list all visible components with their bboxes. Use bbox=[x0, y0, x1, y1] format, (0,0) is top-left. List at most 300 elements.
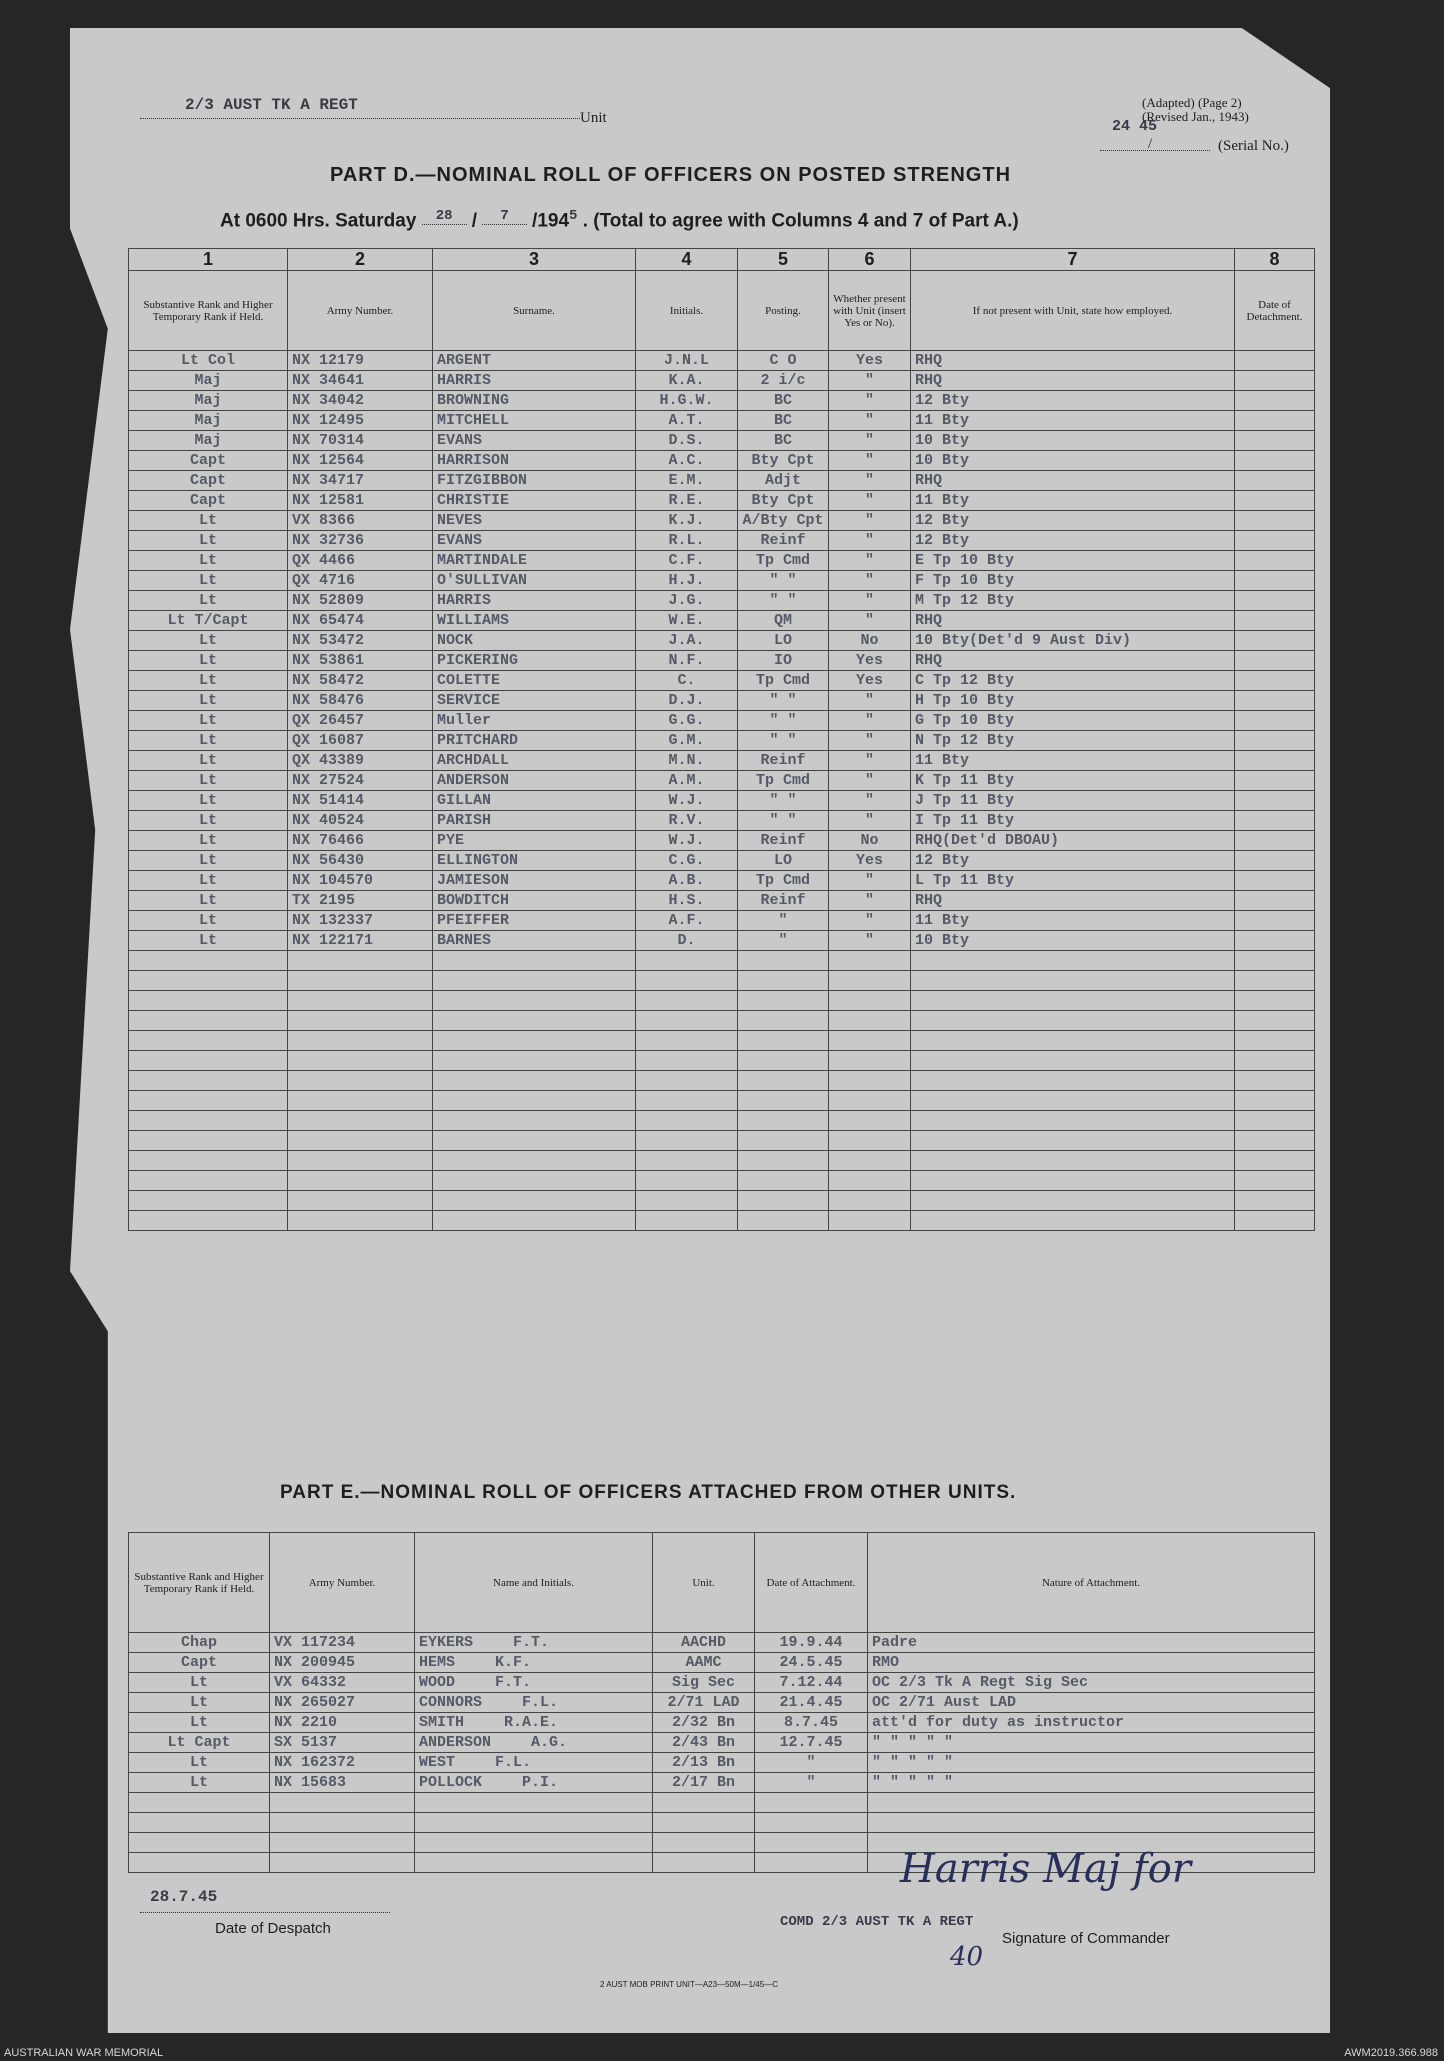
table-cell bbox=[129, 1773, 270, 1793]
table-cell: NX 70314 bbox=[288, 431, 433, 451]
table-cell: " bbox=[829, 731, 911, 751]
table-cell: " bbox=[829, 611, 911, 631]
table-cell: NX 12564 bbox=[288, 451, 433, 471]
cell-text: NX 162372 bbox=[274, 1754, 356, 1771]
table-cell: PFEIFFER bbox=[433, 911, 636, 931]
table-cell: BROWNING bbox=[433, 391, 636, 411]
cell-text: OC 2/71 Aust LAD bbox=[872, 1694, 1017, 1711]
table-cell: R.E. bbox=[636, 491, 738, 511]
table-cell bbox=[738, 1091, 829, 1111]
cell-text: Lt bbox=[189, 1714, 208, 1731]
table-cell: NX 27524 bbox=[288, 771, 433, 791]
col-number: 5 bbox=[738, 249, 829, 271]
table-cell bbox=[1235, 551, 1315, 571]
table-row bbox=[129, 791, 1315, 811]
table-cell bbox=[1235, 571, 1315, 591]
table-cell: QX 4716 bbox=[288, 571, 433, 591]
table-cell: RHQ bbox=[911, 471, 1235, 491]
table-row bbox=[129, 451, 1315, 471]
table-cell: NX 122171 bbox=[288, 931, 433, 951]
table-cell: 10 Bty bbox=[911, 451, 1235, 471]
table-cell: Lt bbox=[129, 891, 288, 911]
cell-text: 2/43 Bn bbox=[671, 1734, 735, 1751]
table-cell: NEVES bbox=[433, 511, 636, 531]
cell-text: AAMC bbox=[685, 1654, 722, 1671]
table-cell bbox=[653, 1793, 755, 1813]
table-cell: WILLIAMS bbox=[433, 611, 636, 631]
cell-text: 2/32 Bn bbox=[671, 1714, 735, 1731]
table-cell: C.F. bbox=[636, 551, 738, 571]
table-cell: Bty Cpt bbox=[738, 491, 829, 511]
table-cell bbox=[829, 1031, 911, 1051]
table-row bbox=[129, 1211, 1315, 1231]
table-cell bbox=[129, 1853, 270, 1873]
table-cell bbox=[1235, 1031, 1315, 1051]
table-cell bbox=[288, 1011, 433, 1031]
table-cell bbox=[415, 1813, 653, 1833]
table-cell: HARRIS bbox=[433, 591, 636, 611]
table-cell bbox=[270, 1673, 415, 1693]
table-cell: TX 2195 bbox=[288, 891, 433, 911]
table-cell: C. bbox=[636, 671, 738, 691]
table-cell bbox=[755, 1653, 868, 1673]
table-cell: " bbox=[829, 471, 911, 491]
table-cell bbox=[288, 1131, 433, 1151]
table-cell: Yes bbox=[829, 351, 911, 371]
table-cell bbox=[755, 1633, 868, 1653]
table-cell: No bbox=[829, 831, 911, 851]
table-cell bbox=[129, 1813, 270, 1833]
cell-text: " " " " " bbox=[872, 1774, 954, 1791]
table-row bbox=[129, 1111, 1315, 1131]
table-cell: 11 Bty bbox=[911, 491, 1235, 511]
table-cell: Lt bbox=[129, 671, 288, 691]
table-cell bbox=[636, 1191, 738, 1211]
table-cell bbox=[1235, 911, 1315, 931]
table-cell: NX 51414 bbox=[288, 791, 433, 811]
table-cell bbox=[270, 1693, 415, 1713]
at-label: At 0600 Hrs. Saturday bbox=[220, 210, 417, 232]
e-header-rank: Substantive Rank and Higher Temporary Rank if Held. bbox=[129, 1533, 270, 1633]
table-cell: 11 Bty bbox=[911, 751, 1235, 771]
table-row bbox=[129, 931, 1315, 951]
table-cell bbox=[868, 1633, 1315, 1653]
table-cell bbox=[129, 1031, 288, 1051]
table-cell: NX 34042 bbox=[288, 391, 433, 411]
table-row bbox=[129, 511, 1315, 531]
table-cell bbox=[738, 1011, 829, 1031]
table-cell bbox=[911, 971, 1235, 991]
table-cell bbox=[911, 1151, 1235, 1171]
table-cell: NX 53861 bbox=[288, 651, 433, 671]
table-row bbox=[129, 1753, 1315, 1773]
table-cell bbox=[415, 1853, 653, 1873]
table-cell bbox=[911, 1051, 1235, 1071]
commander-signature: Harris Maj for bbox=[900, 1846, 1191, 1892]
table-cell: QM bbox=[738, 611, 829, 631]
table-cell bbox=[653, 1653, 755, 1673]
table-cell: K.J. bbox=[636, 511, 738, 531]
form-ref-1: (Adapted) (Page 2) bbox=[1142, 95, 1242, 110]
table-cell: Lt bbox=[129, 731, 288, 751]
cell-text: " " " " " bbox=[872, 1734, 954, 1751]
date-day: 28 bbox=[422, 208, 467, 225]
table-cell: Lt bbox=[129, 751, 288, 771]
serial-sep: / bbox=[1148, 136, 1153, 152]
table-cell bbox=[1235, 791, 1315, 811]
table-cell: " bbox=[829, 911, 911, 931]
table-cell: Lt bbox=[129, 691, 288, 711]
table-cell: J.G. bbox=[636, 591, 738, 611]
table-cell bbox=[288, 1091, 433, 1111]
cell-text: " bbox=[806, 1754, 816, 1771]
table-cell bbox=[829, 1151, 911, 1171]
table-cell: " bbox=[829, 511, 911, 531]
table-cell: FITZGIBBON bbox=[433, 471, 636, 491]
table-cell: Capt bbox=[129, 471, 288, 491]
table-cell: " " bbox=[738, 571, 829, 591]
table-row bbox=[129, 891, 1315, 911]
table-cell bbox=[636, 1031, 738, 1051]
table-cell bbox=[1235, 411, 1315, 431]
table-cell: C Tp 12 Bty bbox=[911, 671, 1235, 691]
despatch-label: Date of Despatch bbox=[215, 1920, 331, 1937]
table-row bbox=[129, 1793, 1315, 1813]
table-cell bbox=[415, 1653, 653, 1673]
table-cell: " bbox=[829, 711, 911, 731]
header-present: Whether present with Unit (insert Yes or No). bbox=[829, 271, 911, 351]
table-cell bbox=[288, 1031, 433, 1051]
table-cell bbox=[829, 1091, 911, 1111]
table-cell bbox=[755, 1693, 868, 1713]
table-cell bbox=[129, 991, 288, 1011]
col-number: 1 bbox=[129, 249, 288, 271]
table-row bbox=[129, 951, 1315, 971]
cell-text: VX 64332 bbox=[274, 1674, 347, 1691]
table-cell: RHQ bbox=[911, 611, 1235, 631]
cell-text: Lt bbox=[189, 1694, 208, 1711]
table-cell bbox=[868, 1693, 1315, 1713]
table-cell bbox=[129, 1673, 270, 1693]
table-cell bbox=[288, 971, 433, 991]
table-row bbox=[129, 851, 1315, 871]
table-cell: ARGENT bbox=[433, 351, 636, 371]
table-cell bbox=[755, 1813, 868, 1833]
table-cell: Lt bbox=[129, 651, 288, 671]
table-cell: " " bbox=[738, 711, 829, 731]
cell-text: 7.12.44 bbox=[779, 1674, 843, 1691]
table-cell bbox=[433, 1191, 636, 1211]
table-row bbox=[129, 1031, 1315, 1051]
table-cell: QX 4466 bbox=[288, 551, 433, 571]
table-cell: Tp Cmd bbox=[738, 671, 829, 691]
table-cell bbox=[270, 1833, 415, 1853]
table-cell bbox=[738, 1051, 829, 1071]
col-number: 6 bbox=[829, 249, 911, 271]
table-cell bbox=[738, 1071, 829, 1091]
table-cell bbox=[1235, 1191, 1315, 1211]
column-header-row bbox=[129, 271, 1315, 351]
table-cell bbox=[636, 1151, 738, 1171]
table-cell: G.M. bbox=[636, 731, 738, 751]
table-row bbox=[129, 391, 1315, 411]
table-cell bbox=[1235, 1091, 1315, 1111]
table-cell: Lt T/Capt bbox=[129, 611, 288, 631]
table-row bbox=[129, 691, 1315, 711]
serial-label: (Serial No.) bbox=[1218, 138, 1289, 154]
table-row bbox=[129, 371, 1315, 391]
table-cell: Reinf bbox=[738, 891, 829, 911]
table-row bbox=[129, 591, 1315, 611]
table-cell bbox=[288, 1211, 433, 1231]
table-cell bbox=[868, 1753, 1315, 1773]
table-cell bbox=[415, 1713, 653, 1733]
table-cell bbox=[653, 1833, 755, 1853]
table-cell bbox=[653, 1713, 755, 1733]
table-cell bbox=[738, 991, 829, 1011]
table-row bbox=[129, 651, 1315, 671]
header-employment: If not present with Unit, state how employed. bbox=[911, 271, 1235, 351]
unit-underline bbox=[140, 118, 580, 119]
table-cell: G.G. bbox=[636, 711, 738, 731]
table-cell bbox=[1235, 611, 1315, 631]
table-cell bbox=[653, 1773, 755, 1793]
table-cell: EVANS bbox=[433, 531, 636, 551]
table-cell bbox=[270, 1633, 415, 1653]
table-cell: " bbox=[829, 811, 911, 831]
table-cell: NX 65474 bbox=[288, 611, 433, 631]
table-cell: " bbox=[829, 531, 911, 551]
table-cell bbox=[1235, 751, 1315, 771]
table-cell: MITCHELL bbox=[433, 411, 636, 431]
table-cell bbox=[129, 1693, 270, 1713]
table-cell bbox=[755, 1833, 868, 1853]
table-cell: NX 76466 bbox=[288, 831, 433, 851]
table-cell: GILLAN bbox=[433, 791, 636, 811]
table-cell: BC bbox=[738, 431, 829, 451]
table-row bbox=[129, 1131, 1315, 1151]
table-cell: NX 56430 bbox=[288, 851, 433, 871]
table-cell bbox=[129, 1633, 270, 1653]
table-cell: NX 104570 bbox=[288, 871, 433, 891]
table-cell: Muller bbox=[433, 711, 636, 731]
e-header-unit: Unit. bbox=[653, 1533, 755, 1633]
table-cell: Capt bbox=[129, 451, 288, 471]
table-cell bbox=[129, 1151, 288, 1171]
table-cell bbox=[868, 1793, 1315, 1813]
table-cell bbox=[1235, 671, 1315, 691]
cell-text: att'd for duty as instructor bbox=[872, 1714, 1125, 1731]
table-cell: 12 Bty bbox=[911, 851, 1235, 871]
table-cell bbox=[129, 951, 288, 971]
table-cell bbox=[911, 1131, 1235, 1151]
table-cell bbox=[433, 1171, 636, 1191]
header-detachment-date: Date of Detachment. bbox=[1235, 271, 1315, 351]
table-cell: Lt bbox=[129, 771, 288, 791]
table-cell bbox=[415, 1733, 653, 1753]
archive-left: AUSTRALIAN WAR MEMORIAL bbox=[4, 2047, 164, 2059]
table-cell: J.N.L bbox=[636, 351, 738, 371]
table-cell: W.J. bbox=[636, 831, 738, 851]
table-cell: Lt bbox=[129, 791, 288, 811]
table-cell bbox=[911, 991, 1235, 1011]
table-cell: VX 8366 bbox=[288, 511, 433, 531]
table-cell: H.G.W. bbox=[636, 391, 738, 411]
table-cell: No bbox=[829, 631, 911, 651]
table-cell: " bbox=[738, 911, 829, 931]
despatch-underline bbox=[140, 1912, 390, 1913]
table-cell: RHQ(Det'd DBOAU) bbox=[911, 831, 1235, 851]
table-cell: W.J. bbox=[636, 791, 738, 811]
cell-text: 12.7.45 bbox=[779, 1734, 843, 1751]
table-cell bbox=[270, 1733, 415, 1753]
table-cell bbox=[415, 1833, 653, 1853]
table-cell bbox=[738, 1031, 829, 1051]
table-cell bbox=[1235, 391, 1315, 411]
table-cell bbox=[1235, 1131, 1315, 1151]
table-cell bbox=[270, 1813, 415, 1833]
cell-text: 2/71 LAD bbox=[667, 1694, 740, 1711]
date-year: 5 bbox=[569, 208, 578, 224]
table-row bbox=[129, 491, 1315, 511]
table-row bbox=[129, 431, 1315, 451]
table-cell bbox=[288, 991, 433, 1011]
serial-underline bbox=[1100, 150, 1210, 151]
cell-text: VX 117234 bbox=[274, 1634, 356, 1651]
table-cell: RHQ bbox=[911, 371, 1235, 391]
table-cell bbox=[636, 1131, 738, 1151]
table-cell: Yes bbox=[829, 671, 911, 691]
table-cell bbox=[270, 1753, 415, 1773]
table-cell: Yes bbox=[829, 851, 911, 871]
table-row bbox=[129, 1071, 1315, 1091]
table-row bbox=[129, 1673, 1315, 1693]
table-row bbox=[129, 831, 1315, 851]
table-cell: " bbox=[829, 431, 911, 451]
table-cell bbox=[1235, 971, 1315, 991]
part-d-table bbox=[128, 248, 1315, 1231]
cell-text: 8.7.45 bbox=[783, 1714, 838, 1731]
signature-label: Signature of Commander bbox=[1002, 1930, 1170, 1947]
table-cell bbox=[288, 1191, 433, 1211]
table-cell bbox=[636, 1211, 738, 1231]
table-cell: " " bbox=[738, 791, 829, 811]
part-e-table bbox=[128, 1532, 1315, 1873]
date-month: 7 bbox=[482, 208, 526, 225]
table-cell bbox=[129, 1111, 288, 1131]
table-row bbox=[129, 991, 1315, 1011]
cell-text: Chap bbox=[180, 1634, 217, 1651]
table-cell: NX 58476 bbox=[288, 691, 433, 711]
table-cell: QX 43389 bbox=[288, 751, 433, 771]
table-cell bbox=[1235, 471, 1315, 491]
table-cell: H Tp 10 Bty bbox=[911, 691, 1235, 711]
table-cell: BOWDITCH bbox=[433, 891, 636, 911]
table-cell: NX 53472 bbox=[288, 631, 433, 651]
table-cell bbox=[868, 1733, 1315, 1753]
cell-text: HEMS bbox=[419, 1654, 456, 1671]
table-cell: JAMIESON bbox=[433, 871, 636, 891]
table-cell: " bbox=[829, 571, 911, 591]
table-cell bbox=[911, 1211, 1235, 1231]
table-cell: PARISH bbox=[433, 811, 636, 831]
table-cell: PICKERING bbox=[433, 651, 636, 671]
table-cell bbox=[1235, 511, 1315, 531]
header-surname: Surname. bbox=[433, 271, 636, 351]
commander-stamp: COMD 2/3 AUST TK A REGT bbox=[780, 1914, 974, 1930]
table-cell: Lt bbox=[129, 511, 288, 531]
table-cell bbox=[636, 1071, 738, 1091]
table-row bbox=[129, 971, 1315, 991]
cell-initials: P.I. bbox=[522, 1774, 559, 1791]
cell-initials: K.F. bbox=[495, 1654, 532, 1671]
cell-text: WOOD bbox=[419, 1674, 456, 1691]
cell-text: NX 2210 bbox=[274, 1714, 338, 1731]
printer-line: 2 AUST MOB PRINT UNIT—A23—50M—1/45—C bbox=[600, 1980, 778, 1989]
table-row bbox=[129, 1693, 1315, 1713]
table-cell bbox=[738, 951, 829, 971]
table-cell: 10 Bty bbox=[911, 931, 1235, 951]
table-cell: BARNES bbox=[433, 931, 636, 951]
table-cell: C.G. bbox=[636, 851, 738, 871]
table-cell: Lt bbox=[129, 571, 288, 591]
table-cell: NX 32736 bbox=[288, 531, 433, 551]
table-cell bbox=[1235, 711, 1315, 731]
table-cell: Lt bbox=[129, 711, 288, 731]
table-cell bbox=[433, 971, 636, 991]
table-cell: NX 12581 bbox=[288, 491, 433, 511]
table-cell bbox=[415, 1753, 653, 1773]
table-cell bbox=[288, 1051, 433, 1071]
col-number: 3 bbox=[433, 249, 636, 271]
table-cell: F Tp 10 Bty bbox=[911, 571, 1235, 591]
table-cell bbox=[129, 1191, 288, 1211]
table-cell: BC bbox=[738, 391, 829, 411]
table-cell: NX 40524 bbox=[288, 811, 433, 831]
table-row bbox=[129, 1813, 1315, 1833]
table-cell bbox=[129, 1211, 288, 1231]
table-cell bbox=[868, 1813, 1315, 1833]
e-header-name: Name and Initials. bbox=[415, 1533, 653, 1633]
table-cell bbox=[911, 1191, 1235, 1211]
table-cell bbox=[1235, 871, 1315, 891]
table-cell bbox=[433, 1091, 636, 1111]
table-cell bbox=[653, 1733, 755, 1753]
table-cell: 10 Bty(Det'd 9 Aust Div) bbox=[911, 631, 1235, 651]
table-cell: BC bbox=[738, 411, 829, 431]
table-cell: " bbox=[829, 451, 911, 471]
col-number: 2 bbox=[288, 249, 433, 271]
unit-label: Unit bbox=[580, 110, 607, 126]
table-cell: HARRISON bbox=[433, 451, 636, 471]
table-cell: 10 Bty bbox=[911, 431, 1235, 451]
table-cell: 12 Bty bbox=[911, 391, 1235, 411]
table-cell: Lt bbox=[129, 811, 288, 831]
table-cell: L Tp 11 Bty bbox=[911, 871, 1235, 891]
table-cell: M.N. bbox=[636, 751, 738, 771]
table-cell bbox=[1235, 951, 1315, 971]
table-cell bbox=[868, 1673, 1315, 1693]
table-cell bbox=[738, 1111, 829, 1131]
table-cell: Lt bbox=[129, 631, 288, 651]
table-cell bbox=[129, 971, 288, 991]
table-cell bbox=[1235, 771, 1315, 791]
table-cell bbox=[738, 1211, 829, 1231]
column-number-row bbox=[129, 249, 1315, 271]
table-cell: 12 Bty bbox=[911, 531, 1235, 551]
cell-initials: F.L. bbox=[495, 1754, 532, 1771]
table-cell: NX 12179 bbox=[288, 351, 433, 371]
